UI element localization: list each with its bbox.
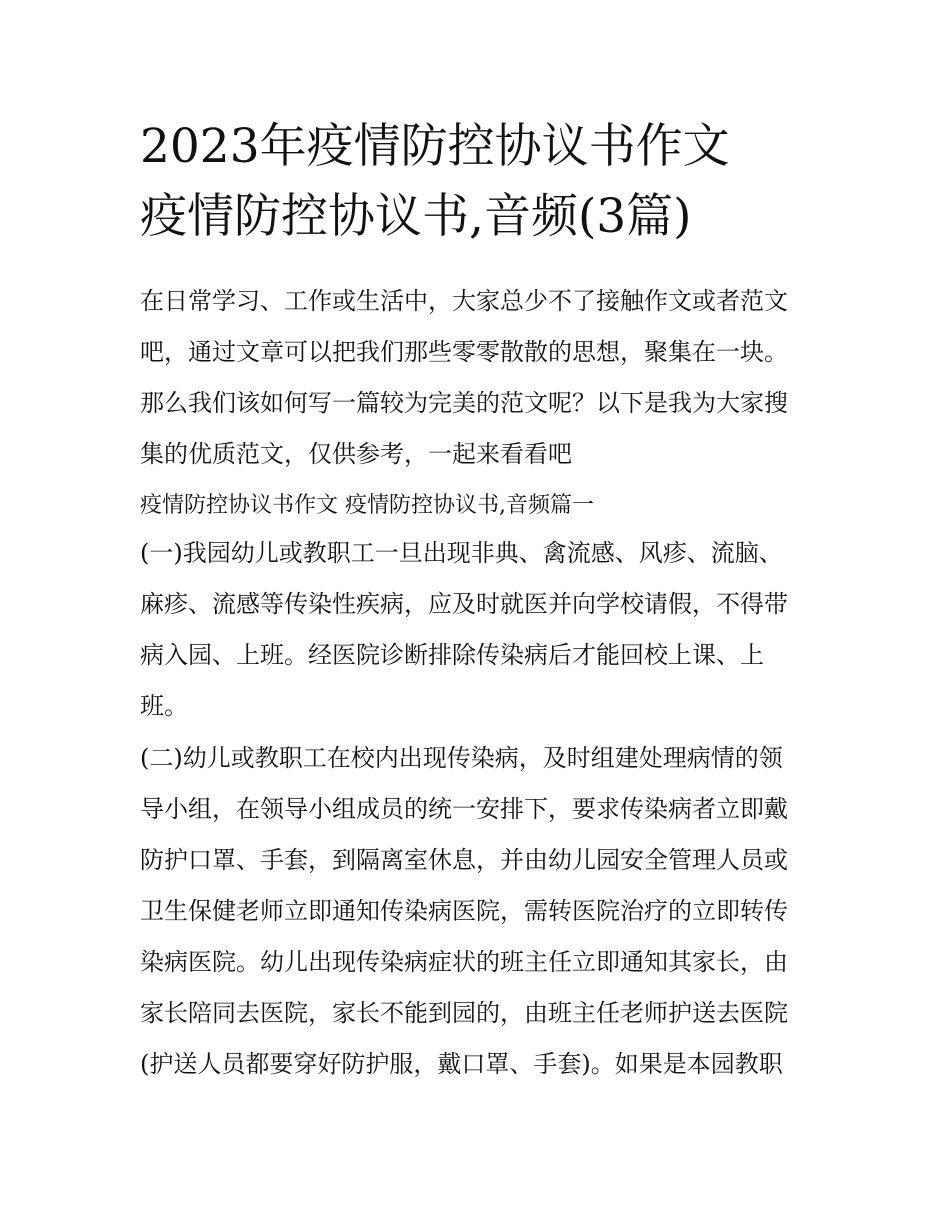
paragraph-line: 防护口罩、手套，到隔离室休息，并由幼儿园安全管理人员或 xyxy=(140,846,788,874)
paragraph-line: 班。 xyxy=(140,692,188,720)
intro-line: 那么我们该如何写一篇较为完美的范文呢？以下是我为大家搜 xyxy=(140,389,788,417)
title-line-1: 2023年疫情防控协议书作文 xyxy=(140,119,730,174)
paragraph-line: (二)幼儿或教职工在校内出现传染病，及时组建处理病情的领 xyxy=(140,744,783,772)
paragraph-line: 卫生保健老师立即通知传染病医院，需转医院治疗的立即转传 xyxy=(140,897,788,925)
paragraph-line: (护送人员都要穿好防护服，戴口罩、手套)。如果是本园教职 xyxy=(140,1050,783,1078)
paragraph-line: 导小组，在领导小组成员的统一安排下，要求传染病者立即戴 xyxy=(140,795,788,823)
intro-line: 在日常学习、工作或生活中，大家总少不了接触作文或者范文 xyxy=(140,287,788,315)
paragraph-2 xyxy=(140,733,820,1090)
paragraph-line: 病入园、上班。经医院诊断排除传染病后才能回校上课、上 xyxy=(140,641,764,669)
intro-paragraph xyxy=(140,276,820,480)
paragraph-1 xyxy=(140,528,820,732)
paragraph-line: 麻疹、流感等传染性疾病，应及时就医并向学校请假，不得带 xyxy=(140,590,788,618)
title-line-2: 疫情防控协议书,音频(3篇) xyxy=(140,189,692,244)
intro-line: 吧，通过文章可以把我们那些零零散散的思想，聚集在一块。 xyxy=(140,338,788,366)
paragraph-line: 家长陪同去医院，家长不能到园的，由班主任老师护送去医院 xyxy=(140,999,788,1027)
intro-line: 集的优质范文，仅供参考，一起来看看吧 xyxy=(140,440,572,468)
section-heading: 疫情防控协议书作文 疫情防控协议书,音频篇一 xyxy=(140,493,594,518)
paragraph-line: 染病医院。幼儿出现传染病症状的班主任立即通知其家长，由 xyxy=(140,948,788,976)
paragraph-line: (一)我园幼儿或教职工一旦出现非典、禽流感、风疹、流脑、 xyxy=(140,539,783,567)
document-title xyxy=(140,112,840,252)
